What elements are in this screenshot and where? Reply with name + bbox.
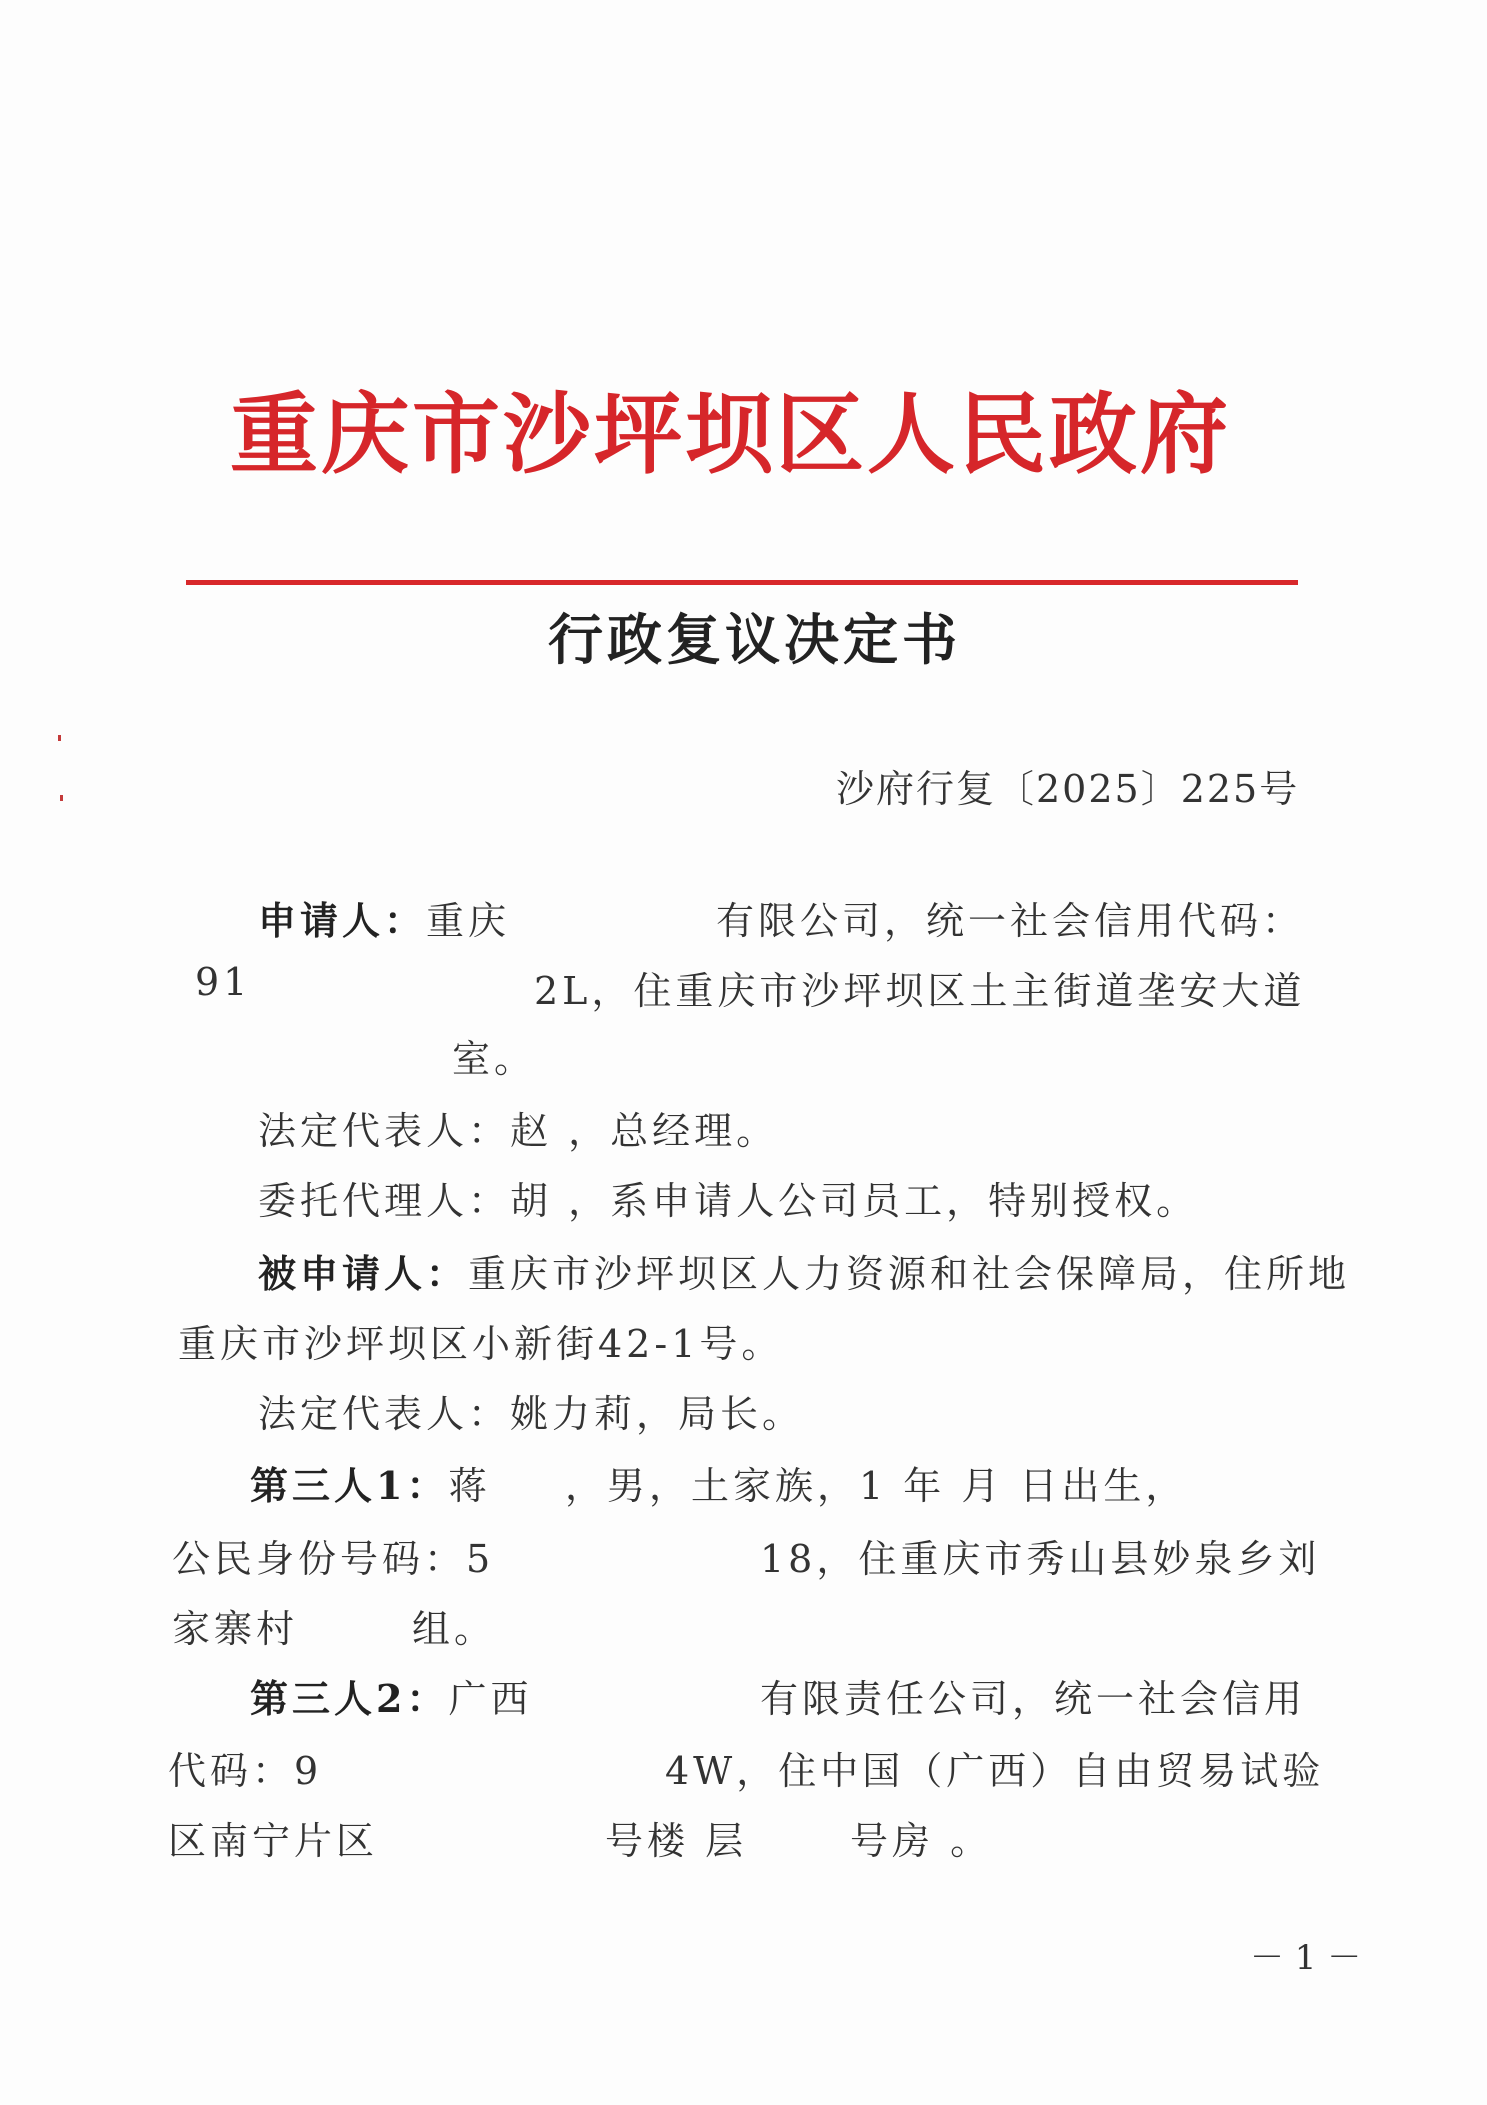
third-party-1-details: ，男，土家族，1 年 月 日出生， — [565, 1464, 1188, 1508]
applicant-name-start: 重庆 — [426, 899, 511, 943]
third-party-2-line-1a — [250, 1668, 532, 1723]
respondent-legal-representative: 法定代表人：姚力莉，局长。 — [258, 1392, 805, 1436]
respondent-label: 被申请人： — [258, 1251, 469, 1296]
respondent-address-line: 重庆市沙坪坝区小新街42-1号。 — [178, 1322, 784, 1366]
document-title: 行政复议决定书 — [548, 607, 962, 672]
respondent-line-1 — [258, 1243, 1350, 1298]
third-party-1-name: 蒋 — [448, 1464, 491, 1508]
scan-artifact — [58, 735, 61, 741]
third-party-2-code-start: 代码：9 — [168, 1749, 323, 1793]
third-party-1-id-start: 公民身份号码：5 — [172, 1537, 495, 1581]
applicant-label: 申请人： — [258, 898, 427, 943]
applicant-address-end: 室。 — [452, 1037, 537, 1081]
third-party-1-group: 组。 — [412, 1607, 497, 1651]
third-party-2-address: 4W，住中国（广西）自由贸易试验 — [665, 1749, 1325, 1793]
third-party-1-line-1a — [250, 1455, 490, 1510]
third-party-1-village: 家寨村 — [172, 1607, 299, 1651]
scan-artifact — [60, 795, 63, 801]
third-party-2-label: 第三人2： — [250, 1676, 449, 1721]
third-party-2-room: 号房 。 — [850, 1819, 993, 1863]
third-party-1-id-end: 18，住重庆市秀山县妙泉乡刘 — [760, 1537, 1321, 1581]
applicant-address: 2L，住重庆市沙坪坝区土主街道垄安大道 — [534, 969, 1306, 1013]
red-separator-line — [186, 580, 1298, 585]
third-party-1-label: 第三人1： — [250, 1463, 449, 1508]
third-party-2-building: 号楼 层 — [605, 1819, 748, 1863]
third-party-2-name-end: 有限责任公司，统一社会信用 — [760, 1677, 1307, 1721]
third-party-2-district: 区南宁片区 — [168, 1819, 379, 1863]
applicant-agent: 委托代理人：胡 ，系申请人公司员工，特别授权。 — [258, 1179, 1199, 1223]
applicant-credit-code-start: 91 — [195, 960, 252, 1004]
issuing-agency-header: 重庆市沙坪坝区人民政府 — [230, 382, 1232, 486]
applicant-name-end: 有限公司，统一社会信用代码： — [716, 899, 1305, 943]
document-number: 沙府行复〔2025〕225号 — [836, 767, 1300, 811]
page-number: － 1 － — [1250, 1938, 1362, 1978]
applicant-line-1a — [258, 890, 510, 945]
respondent-name-address: 重庆市沙坪坝区人力资源和社会保障局，住所地 — [468, 1252, 1351, 1296]
third-party-2-name-start: 广西 — [448, 1677, 533, 1721]
applicant-legal-representative: 法定代表人：赵 ，总经理。 — [258, 1109, 779, 1153]
